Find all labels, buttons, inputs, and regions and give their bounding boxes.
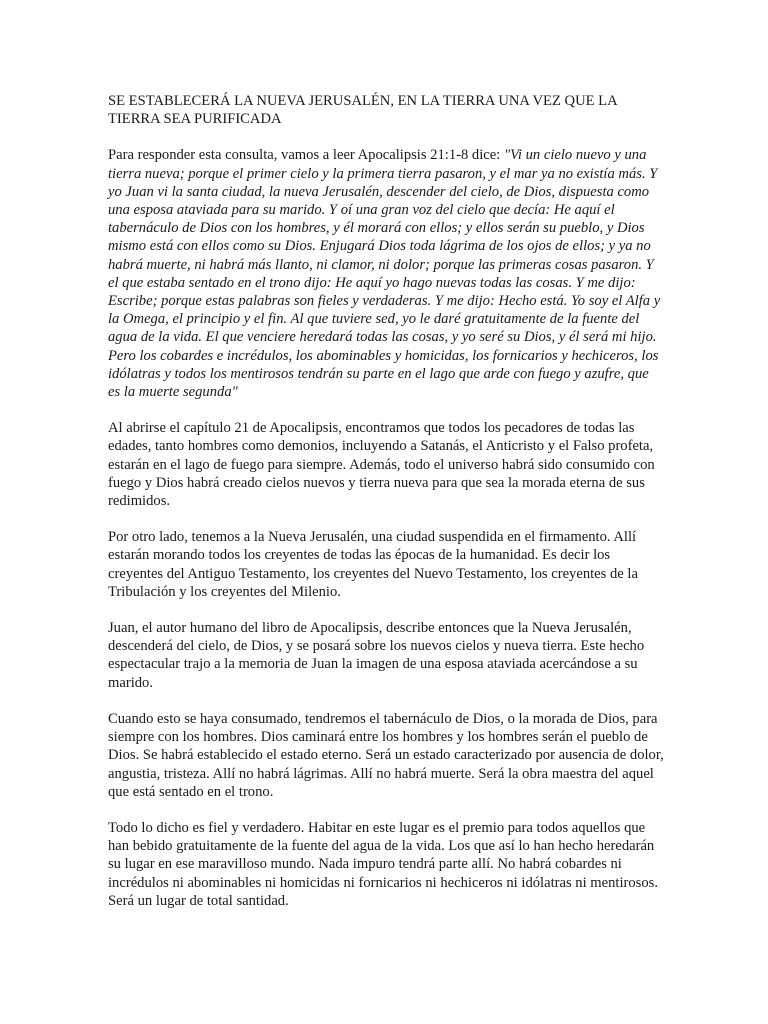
scripture-quote: "Vi un cielo nuevo y una tierra nueva; porque el primer cielo y la primera tierra pasaron, y el mar ya no existía más. Y yo Juan vi la santa ciudad, la nueva Jerusalén, descender del cielo, de Dios, dispuesta como una esposa ataviada para su marido. Y oí una gran voz del cielo que decía: He aquí el tabernáculo de Dios con los hombres, y él morará con ellos; y ellos serán su pueblo, y Dios mismo está con ellos como su Dios. Enjugará Dios toda lágrima de los ojos de ellos; y ya no habrá muerte, ni habrá más llanto, ni clamor, ni dolor; porque las primeras cosas pasaron. Y el que estaba sentado en el trono dijo: He aquí yo hago nuevas todas las cosas. Y me dijo: Escribe; porque estas palabras son fieles y verdaderas. Y me dijo: Hecho está. Yo soy el Alfa y la Omega, el principio y el fin. Al que tuviere sed, yo le daré gratuitamente de la fuente del agua de la vida. El que venciere heredará todas las cosas, y yo seré su Dios, y él será mi hijo. Pero los cobardes e incrédulos, los abominables y homicidas, los fornicarios y hechiceros, los idólatras y todos los mentirosos tendrán su parte en el lago que arde con fuego y azufre, que es la muerte segunda"	[108, 147, 661, 401]
paragraph-5: Cuando esto se haya consumado, tendremos el tabernáculo de Dios, o la morada de Dios, para siempre con los hombres. Dios caminará entre los hombres y los hombres serán el pueblo de Dios. Se habrá establecido el estado eterno. Será un estado caracterizado por ausencia de dolor, angustia, tristeza. Allí no habrá lágrimas. Allí no habrá muerte. Será la obra maestra del aquel que está sentado en el trono.	[108, 710, 664, 800]
paragraph-3: Por otro lado, tenemos a la Nueva Jerusalén, una ciudad suspendida en el firmamento. Allí estarán morando todos los creyentes de todas las épocas de la humanidad. Es decir los creyentes del Antiguo Testamento, los creyentes del Nuevo Testamento, los creyentes de la Tribulación y los creyentes del Milenio.	[108, 529, 638, 600]
paragraph-2: Al abrirse el capítulo 21 de Apocalipsis, encontramos que todos los pecadores de todas las edades, tanto hombres como demonios, incluyendo a Satanás, el Anticristo y el Falso profeta, estarán en el lago de fuego para siempre. Además, todo el universo habrá sido consumido con fuego y Dios habrá creado cielos nuevos y tierra nueva para que sea la morada eterna de sus redimidos.	[108, 420, 655, 510]
paragraph-intro	[108, 146, 664, 401]
document-page	[108, 92, 664, 928]
paragraph-6: Todo lo dicho es fiel y verdadero. Habitar en este lugar es el premio para todos aquellos que han bebido gratuitamente de la fuente del agua de la vida. Los que así lo han hecho heredarán su lugar en ese maravilloso mundo. Nada impuro tendrá parte allí. No habrá cobardes ni incrédulos ni abominables ni homicidas ni fornicarios ni hechiceros ni idólatras ni mentirosos. Será un lugar de total santidad.	[108, 819, 658, 909]
document-title: SE ESTABLECERÁ LA NUEVA JERUSALÉN, EN LA TIERRA UNA VEZ QUE LA TIERRA SEA PURIFICADA	[108, 93, 617, 128]
intro-text: Para responder esta consulta, vamos a leer Apocalipsis 21:1-8 dice:	[108, 147, 504, 164]
paragraph-4: Juan, el autor humano del libro de Apocalipsis, describe entonces que la Nueva Jerusalén, descenderá del cielo, de Dios, y se posará sobre los nuevos cielos y nueva tierra. Este hecho espectacular trajo a la memoria de Juan la imagen de una esposa ataviada acercándose a su marido.	[108, 620, 645, 691]
